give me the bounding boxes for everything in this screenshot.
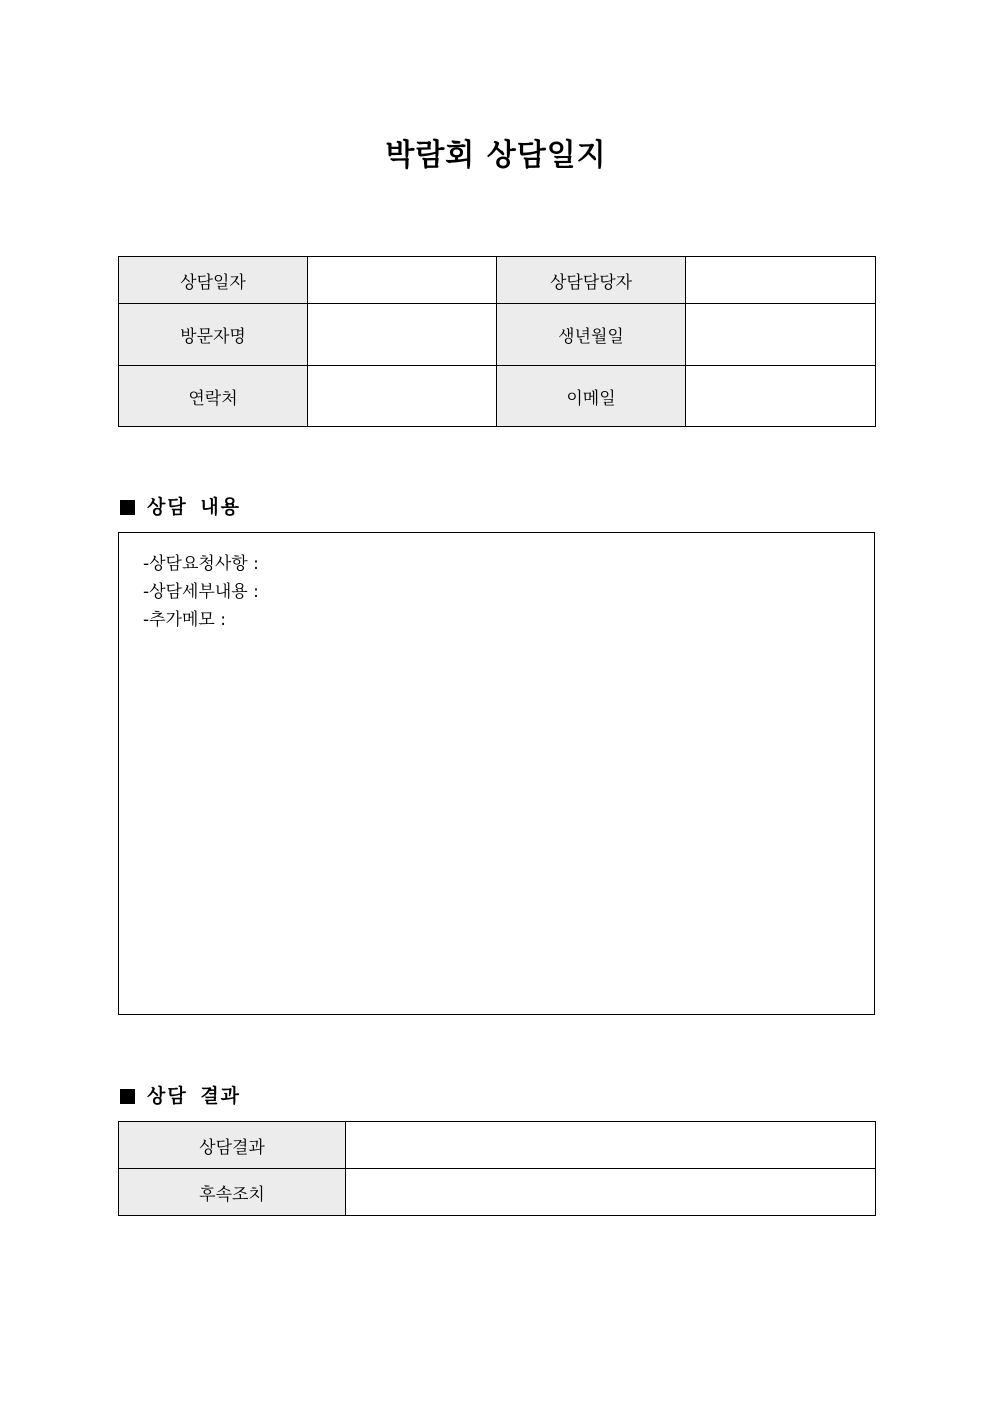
result-field[interactable] xyxy=(346,1122,876,1169)
result-label: 상담결과 xyxy=(119,1122,346,1169)
email-label: 이메일 xyxy=(497,366,686,427)
visitor-info-table xyxy=(118,256,876,427)
square-bullet-icon xyxy=(120,1089,135,1104)
consultation-date-label: 상담일자 xyxy=(119,257,308,304)
consultation-result-heading-text: 상담 결과 xyxy=(147,1085,242,1107)
follow-up-label: 후속조치 xyxy=(119,1169,346,1216)
contact-field[interactable] xyxy=(308,366,497,427)
consultant-field[interactable] xyxy=(686,257,876,304)
email-field[interactable] xyxy=(686,366,876,427)
visitor-name-label: 방문자명 xyxy=(119,304,308,366)
consultation-content-box[interactable] xyxy=(118,532,875,1015)
consultation-content-heading xyxy=(118,493,241,521)
birth-date-field[interactable] xyxy=(686,304,876,366)
table-row xyxy=(119,1122,876,1169)
detail-content-line: -상담세부내용 : xyxy=(143,582,259,602)
consultation-content-lines xyxy=(143,550,259,634)
consultation-date-field[interactable] xyxy=(308,257,497,304)
consultation-result-heading xyxy=(118,1082,241,1110)
consultant-label: 상담담당자 xyxy=(497,257,686,304)
consultation-result-table xyxy=(118,1121,876,1216)
square-bullet-icon xyxy=(120,500,135,515)
table-row xyxy=(119,257,876,304)
page-title: 박람회 상담일지 xyxy=(385,138,607,173)
table-row xyxy=(119,1169,876,1216)
consultation-content-heading-text: 상담 내용 xyxy=(147,496,242,518)
follow-up-field[interactable] xyxy=(346,1169,876,1216)
table-row xyxy=(119,304,876,366)
visitor-name-field[interactable] xyxy=(308,304,497,366)
request-items-line: -상담요청사항 : xyxy=(143,554,259,574)
contact-label: 연락처 xyxy=(119,366,308,427)
birth-date-label: 생년월일 xyxy=(497,304,686,366)
table-row xyxy=(119,366,876,427)
additional-memo-line: -추가메모 : xyxy=(143,610,226,630)
